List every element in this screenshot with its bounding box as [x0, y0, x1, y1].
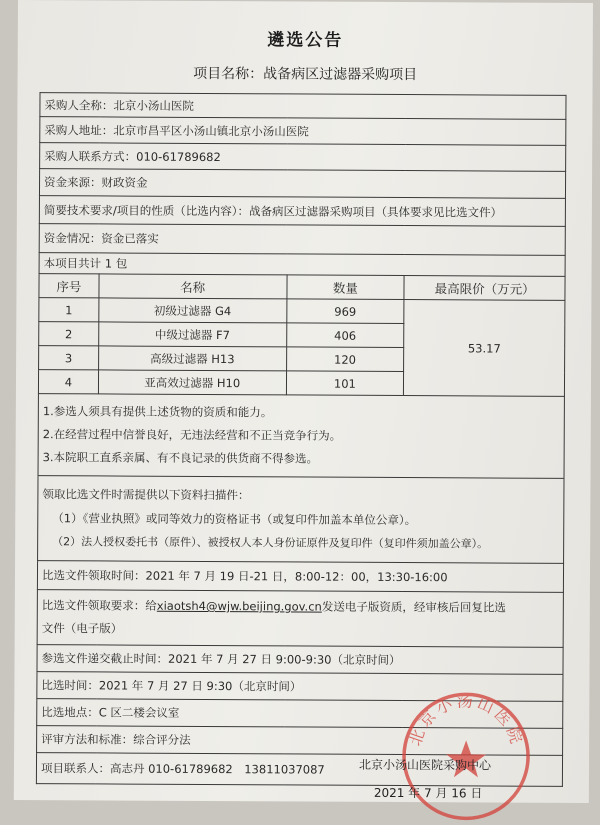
- items-header-row: [39, 274, 565, 301]
- project-name: 项目名称：战备病区过滤器采购项目: [193, 65, 418, 84]
- collect-time-row: 比选文件领取时间：2021 年 7 月 19 日-21 日，8:00-12：00，13:30-16:00: [37, 561, 563, 593]
- requirement-3: 3.本院职工直系亲属、有不良记录的供货商不得参选。: [42, 450, 319, 466]
- doc-item-1: （1）《营业执照》或同等效力的资格证书（或复印件加盖本单位公章）。: [52, 511, 417, 528]
- docs-row: [38, 476, 564, 564]
- page-title: 遴选公告: [267, 30, 344, 51]
- item-row-1: 1 初级过滤器 G4 969 53.17: [39, 298, 565, 325]
- fund-source-row: 资金来源：财政资金: [39, 169, 565, 199]
- limit-value: 53.17: [404, 300, 565, 397]
- deadline-row: 参选文件递交截止时间：2021 年 7 月 27 日 9:00-9:30（北京时间）: [37, 645, 563, 675]
- notice-table: [36, 92, 567, 787]
- fund-status-row: 资金情况：资金已落实: [39, 224, 565, 256]
- collect-email-link[interactable]: xiaotsh4@wjw.beijing.gov.cn: [156, 598, 322, 614]
- contact-row: 项目联系人：高志丹 010-61789682 13811037087: [36, 753, 562, 787]
- signer-org: 北京小汤山医院采购中心: [358, 757, 492, 773]
- buyer-name-row: 采购人全称：北京小汤山医院: [40, 93, 566, 120]
- notice-document: [14, 0, 593, 803]
- item-row-2: 2 中级过滤器 F7 406: [39, 322, 565, 349]
- doc-item-2: （2）法人授权委托书（原件）、被授权人本人身份证原件及复印件（复印件须加盖公章）。: [52, 535, 489, 551]
- buyer-contact-row: 采购人联系方式：010-61789682: [40, 143, 566, 172]
- method-row: 评审方法和标准：综合评分法: [37, 726, 563, 756]
- buyer-address-row: 采购人地址：北京市昌平区小汤山镇北京小汤山医院: [40, 117, 566, 146]
- collect-method-row: 比选文件领取要求：给xiaotsh4@wjw.beijing.gov.cn发送电子版资质，经审核后回复比选 文件（电子版）: [37, 590, 563, 648]
- location-row: 比选地点：C 区二楼会议室: [37, 699, 563, 729]
- item-row-4: 4 亚高效过滤器 H10 101: [38, 370, 564, 397]
- col-no-header: 序号: [39, 274, 99, 298]
- item-row-3: 3 高级过滤器 H13 120: [39, 346, 565, 373]
- issue-date: 2021 年 7 月 16 日: [373, 785, 483, 801]
- official-seal-stamp: [396, 684, 537, 825]
- col-limit-header: 最高限价（万元）: [404, 276, 565, 301]
- requirements-row: [38, 394, 564, 479]
- requirement-1: 1.参选人须具有提供上述货物的资质和能力。: [42, 404, 273, 420]
- svg-text:北京小汤山医院: 北京小汤山医院: [405, 691, 527, 749]
- docs-header: 领取比选文件时需提供以下资料扫描件：: [42, 487, 250, 503]
- col-qty-header: 数量: [286, 275, 404, 300]
- requirement-2: 2.在经营过程中信誉良好，无违法经营和不正当竞争行为。: [42, 427, 342, 443]
- compare-time-row: 比选时间：2021 年 7 月 27 日 9:30（北京时间）: [37, 672, 563, 702]
- package-row: 本项目共计 1 包: [39, 253, 565, 277]
- tech-requirements-row: 简要技术要求/项目的性质（比选内容）：战备病区过滤器采购项目（具体要求见比选文件）: [39, 196, 565, 227]
- col-name-header: 名称: [99, 274, 287, 299]
